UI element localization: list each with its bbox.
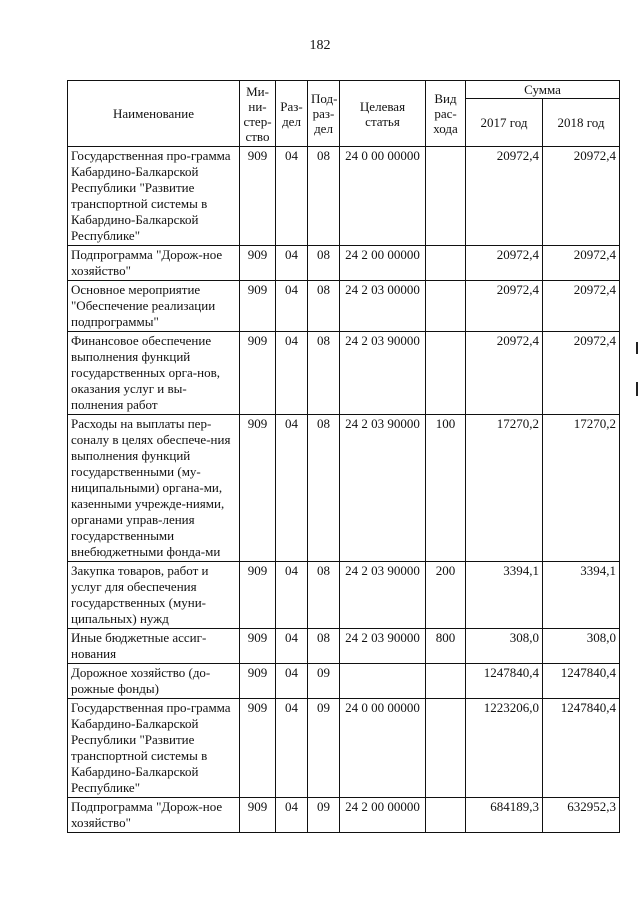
row-sum-2018: 20972,4 — [543, 147, 620, 246]
row-name: Финансовое обеспечение выполнения функций государственных орга-нов, оказания услуг и вы-полнения работ — [68, 332, 240, 415]
row-subsection: 08 — [308, 629, 340, 664]
table-row — [68, 629, 620, 664]
row-ministry: 909 — [240, 562, 276, 629]
row-sum-2018: 1247840,4 — [543, 664, 620, 699]
row-ministry: 909 — [240, 415, 276, 562]
row-ministry: 909 — [240, 147, 276, 246]
row-sum-2017: 20972,4 — [466, 246, 543, 281]
row-sum-2017: 3394,1 — [466, 562, 543, 629]
row-subsection: 08 — [308, 562, 340, 629]
row-expense-type: 200 — [426, 562, 466, 629]
row-section: 04 — [276, 281, 308, 332]
row-section: 04 — [276, 664, 308, 699]
row-target: 24 0 00 00000 — [340, 147, 426, 246]
row-sum-2017: 684189,3 — [466, 798, 543, 833]
row-sum-2018: 1247840,4 — [543, 699, 620, 798]
table-row — [68, 699, 620, 798]
row-ministry: 909 — [240, 332, 276, 415]
row-target: 24 2 03 90000 — [340, 629, 426, 664]
row-subsection: 08 — [308, 281, 340, 332]
row-target: 24 2 00 00000 — [340, 246, 426, 281]
header-section: Раз-дел — [276, 81, 308, 147]
row-section: 04 — [276, 246, 308, 281]
row-sum-2017: 308,0 — [466, 629, 543, 664]
header-target: Целевая статья — [340, 81, 426, 147]
row-sum-2018: 3394,1 — [543, 562, 620, 629]
header-name: Наименование — [68, 81, 240, 147]
table-row — [68, 798, 620, 833]
row-sum-2018: 20972,4 — [543, 246, 620, 281]
row-expense-type — [426, 281, 466, 332]
header-expense-type: Вид рас-хода — [426, 81, 466, 147]
row-section: 04 — [276, 415, 308, 562]
table-row — [68, 664, 620, 699]
table-row — [68, 147, 620, 246]
row-section: 04 — [276, 629, 308, 664]
scan-edge-mark — [636, 382, 638, 396]
table-row — [68, 281, 620, 332]
row-subsection: 09 — [308, 699, 340, 798]
row-sum-2017: 17270,2 — [466, 415, 543, 562]
row-name: Основное мероприятие "Обеспечение реализации подпрограммы" — [68, 281, 240, 332]
budget-table — [67, 80, 620, 833]
row-expense-type — [426, 798, 466, 833]
header-subsection: Под-раз-дел — [308, 81, 340, 147]
row-ministry: 909 — [240, 664, 276, 699]
row-subsection: 09 — [308, 798, 340, 833]
row-target — [340, 664, 426, 699]
row-sum-2018: 20972,4 — [543, 332, 620, 415]
scan-edge-mark — [636, 342, 638, 354]
row-section: 04 — [276, 798, 308, 833]
header-year-2017: 2017 год — [466, 99, 543, 147]
row-ministry: 909 — [240, 629, 276, 664]
row-sum-2018: 20972,4 — [543, 281, 620, 332]
row-expense-type — [426, 699, 466, 798]
row-ministry: 909 — [240, 281, 276, 332]
header-year-2018: 2018 год — [543, 99, 620, 147]
row-section: 04 — [276, 699, 308, 798]
row-section: 04 — [276, 147, 308, 246]
row-target: 24 2 03 90000 — [340, 332, 426, 415]
row-sum-2018: 17270,2 — [543, 415, 620, 562]
row-subsection: 08 — [308, 332, 340, 415]
row-target: 24 2 03 90000 — [340, 415, 426, 562]
row-expense-type: 800 — [426, 629, 466, 664]
row-name: Дорожное хозяйство (до-рожные фонды) — [68, 664, 240, 699]
row-section: 04 — [276, 562, 308, 629]
table-row — [68, 562, 620, 629]
row-target: 24 0 00 00000 — [340, 699, 426, 798]
row-sum-2017: 20972,4 — [466, 147, 543, 246]
row-target: 24 2 03 90000 — [340, 562, 426, 629]
row-name: Подпрограмма "Дорож-ное хозяйство" — [68, 246, 240, 281]
row-ministry: 909 — [240, 798, 276, 833]
row-name: Расходы на выплаты пер-соналу в целях обеспече-ния выполнения функций государственными (му-ниципальными) органа-ми, казенными учрежде-ниями, органами управ-ления государственными внебюджетными фонда-ми — [68, 415, 240, 562]
page-number: 182 — [309, 38, 331, 53]
table-body — [68, 147, 620, 833]
row-sum-2017: 20972,4 — [466, 332, 543, 415]
row-subsection: 08 — [308, 147, 340, 246]
row-expense-type — [426, 246, 466, 281]
row-sum-2017: 20972,4 — [466, 281, 543, 332]
row-subsection: 08 — [308, 246, 340, 281]
row-target: 24 2 03 00000 — [340, 281, 426, 332]
row-name: Государственная про-грамма Кабардино-Балкарской Республики "Развитие транспортной системы в Кабардино-Балкарской Республике" — [68, 699, 240, 798]
row-name: Подпрограмма "Дорож-ное хозяйство" — [68, 798, 240, 833]
row-expense-type — [426, 147, 466, 246]
header-ministry: Ми-ни-стер-ство — [240, 81, 276, 147]
row-subsection: 09 — [308, 664, 340, 699]
row-ministry: 909 — [240, 699, 276, 798]
row-sum-2018: 308,0 — [543, 629, 620, 664]
row-ministry: 909 — [240, 246, 276, 281]
row-expense-type — [426, 664, 466, 699]
row-expense-type: 100 — [426, 415, 466, 562]
row-name: Закупка товаров, работ и услуг для обеспечения государственных (муни-ципальных) нужд — [68, 562, 240, 629]
row-subsection: 08 — [308, 415, 340, 562]
row-name: Государственная про-грамма Кабардино-Балкарской Республики "Развитие транспортной системы в Кабардино-Балкарской Республике" — [68, 147, 240, 246]
row-target: 24 2 00 00000 — [340, 798, 426, 833]
table-row — [68, 246, 620, 281]
row-section: 04 — [276, 332, 308, 415]
table-row — [68, 415, 620, 562]
row-sum-2017: 1247840,4 — [466, 664, 543, 699]
row-name: Иные бюджетные ассиг-нования — [68, 629, 240, 664]
row-sum-2018: 632952,3 — [543, 798, 620, 833]
row-sum-2017: 1223206,0 — [466, 699, 543, 798]
header-sum: Сумма — [466, 81, 620, 99]
table-row — [68, 332, 620, 415]
row-expense-type — [426, 332, 466, 415]
